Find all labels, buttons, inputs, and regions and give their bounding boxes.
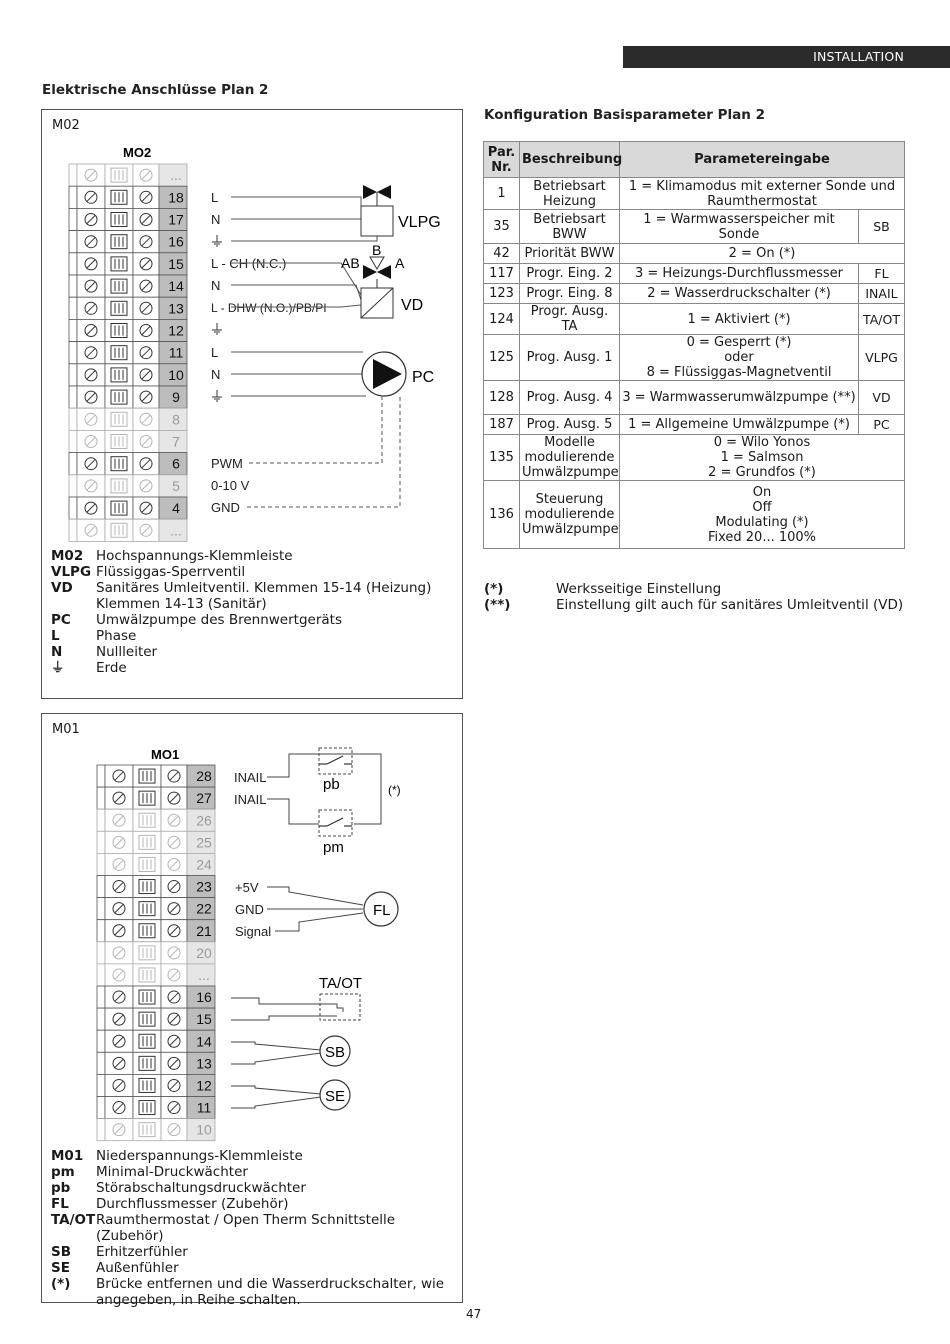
- m02-label-18: L: [211, 190, 219, 205]
- m01-strip-title: MO1: [151, 747, 180, 762]
- m01-terminal-number: 23: [196, 878, 212, 895]
- legend-key: TA/OT: [51, 1212, 96, 1228]
- legend-row: [51, 1260, 461, 1276]
- m01-terminal-10: [97, 1119, 215, 1141]
- m02-terminal-number: 14: [168, 278, 184, 295]
- legend-value: Phase: [96, 628, 137, 644]
- value-cell: On Off Modulating (*) Fixed 20... 100%: [620, 481, 905, 549]
- vd-port-b: B: [372, 242, 382, 258]
- legend-row: [51, 1164, 461, 1180]
- ground-icon: ⏚: [51, 660, 65, 676]
- par-nr-cell: 125: [484, 335, 520, 381]
- m02-label-17: N: [211, 212, 221, 227]
- m02-terminal-9: [69, 386, 187, 408]
- pb-label: pb: [323, 776, 340, 793]
- m01-terminal-27: [97, 787, 215, 809]
- table-row: [484, 304, 905, 335]
- legend-row: [51, 628, 456, 644]
- legend-key: pb: [51, 1180, 71, 1196]
- description-cell: Betriebsart BWW: [520, 210, 620, 244]
- legend-value: Niederspannungs-Klemmleiste: [96, 1148, 303, 1164]
- table-row: [484, 381, 905, 415]
- extension-cell: FL: [859, 264, 905, 284]
- value-cell: 1 = Klimamodus mit externer Sonde und Raumthermostat: [620, 178, 905, 210]
- header-parametereingabe: Parametereingabe: [620, 142, 905, 178]
- par-nr-cell: 1: [484, 178, 520, 210]
- legend-value: Hochspannungs-Klemmleiste: [96, 548, 293, 564]
- m02-terminal-number: 15: [168, 255, 184, 272]
- legend-key: [51, 596, 96, 612]
- table-row: [484, 210, 905, 244]
- m01-label-22: GND: [235, 902, 264, 917]
- m02-terminal-strip: [69, 164, 187, 541]
- fl-label: FL: [373, 902, 391, 919]
- extension-cell: VLPG: [859, 335, 905, 381]
- legend-key: (*): [51, 1276, 71, 1292]
- note-row: [484, 581, 904, 597]
- right-section-title: Konfiguration Basisparameter Plan 2: [484, 107, 765, 123]
- m02-terminal-number: ...: [170, 167, 182, 184]
- m02-terminal-8: [69, 408, 187, 430]
- legend-value: Erhitzerfühler: [96, 1244, 188, 1260]
- m01-terminal-number: 10: [196, 1121, 212, 1138]
- m02-terminal-16: [69, 231, 187, 253]
- m02-terminal-18: [69, 186, 187, 208]
- vlpg-label: VLPG: [398, 214, 441, 231]
- section-banner: INSTALLATION: [623, 46, 950, 68]
- legend-key: L: [51, 628, 60, 644]
- m02-terminal-number: 5: [172, 477, 180, 494]
- m02-label-10: N: [211, 367, 221, 382]
- legend-key: VLPG: [51, 564, 92, 580]
- legend-value: Sanitäres Umleitventil. Klemmen 15-14 (Heizung): [96, 580, 432, 596]
- legend-key: M01: [51, 1148, 84, 1164]
- m02-terminal-10: [69, 364, 187, 386]
- description-cell: Progr. Eing. 8: [520, 284, 620, 304]
- pc-pump-icon: [362, 352, 406, 396]
- pm-switch-icon: [319, 818, 352, 826]
- m01-terminal-number: ...: [198, 966, 210, 983]
- m01-terminal-23: [97, 876, 215, 898]
- legend-value: Brücke entfernen und die Wasserdruckschalter, wie: [96, 1276, 445, 1292]
- description-cell: Progr. Eing. 2: [520, 264, 620, 284]
- m01-label-21: Signal: [235, 924, 272, 939]
- m01-terminal-22: [97, 898, 215, 920]
- table-row: [484, 435, 905, 481]
- m02-terminal-12: [69, 319, 187, 341]
- m01-terminal-number: 13: [196, 1055, 212, 1072]
- m01-terminal-28: [97, 765, 215, 787]
- m02-label-15: L - CH (N.C.): [211, 256, 287, 271]
- extension-cell: SB: [859, 210, 905, 244]
- legend-value: Störabschaltungsdruckwächter: [96, 1180, 306, 1196]
- table-row: [484, 335, 905, 381]
- legend-value: Erde: [96, 660, 127, 676]
- m01-terminal-20: [97, 942, 215, 964]
- par-nr-cell: 117: [484, 264, 520, 284]
- m01-terminal-26: [97, 809, 215, 831]
- m02-label-14: N: [211, 278, 221, 293]
- m01-label-28: INAIL: [234, 770, 267, 785]
- left-section-title: Elektrische Anschlüsse Plan 2: [42, 82, 269, 98]
- m01-terminal-number: 12: [196, 1077, 212, 1094]
- m02-terminal-17: [69, 208, 187, 230]
- vd-label: VD: [401, 297, 424, 314]
- legend-row: [51, 1276, 461, 1292]
- m01-terminal-strip: [97, 765, 215, 1141]
- header-par-nr: Par. Nr.: [484, 142, 520, 178]
- m01-terminal-number: 25: [196, 834, 212, 851]
- m01-terminal-number: 14: [196, 1033, 212, 1050]
- m01-terminal-15: [97, 1008, 215, 1030]
- note-key: (**): [484, 597, 511, 613]
- m02-terminal-number: 8: [172, 411, 180, 428]
- m02-terminal-7: [69, 430, 187, 452]
- m02-terminal-number: 4: [172, 500, 180, 517]
- m02-legend: [51, 548, 456, 676]
- m02-terminal-number: 11: [168, 344, 184, 361]
- legend-row: [51, 660, 456, 676]
- description-cell: Prog. Ausg. 4: [520, 381, 620, 415]
- m01-terminal-number: 11: [196, 1099, 212, 1116]
- m02-label-4: GND: [211, 500, 240, 515]
- m01-terminal-number: 21: [196, 922, 212, 939]
- m02-terminal-number: ...: [170, 522, 182, 539]
- m01-terminal-number: 28: [196, 768, 212, 785]
- legend-value: angegeben, in Reihe schalten.: [96, 1292, 301, 1308]
- legend-row: [51, 580, 456, 596]
- vd-port-ab: AB: [341, 255, 360, 271]
- m02-panel-label: M02: [52, 118, 80, 133]
- legend-key: [51, 1292, 96, 1308]
- par-nr-cell: 42: [484, 244, 520, 264]
- m01-terminal-12: [97, 1074, 215, 1096]
- m02-terminal-dotsdotsdots: [69, 519, 187, 541]
- value-cell: 1 = Warmwasserspeicher mit Sonde: [620, 210, 859, 244]
- pb-switch-icon: [319, 756, 352, 764]
- legend-value: Minimal-Druckwächter: [96, 1164, 248, 1180]
- m02-terminal-13: [69, 297, 187, 319]
- m01-terminal-number: 22: [196, 900, 212, 917]
- legend-row: [51, 1180, 461, 1196]
- m01-terminal-24: [97, 853, 215, 875]
- m02-terminal-number: 17: [168, 211, 184, 228]
- legend-value: Durchflussmesser (Zubehör): [96, 1196, 289, 1212]
- note-row: [484, 597, 904, 613]
- legend-row: [51, 564, 456, 580]
- table-row: [484, 284, 905, 304]
- table-notes: [484, 581, 904, 613]
- m01-terminal-number: 15: [196, 1011, 212, 1028]
- legend-row: [51, 644, 456, 660]
- legend-row: [51, 612, 456, 628]
- legend-row: [51, 1244, 461, 1260]
- pc-label: PC: [412, 369, 435, 386]
- m02-terminal-15: [69, 253, 187, 275]
- legend-key: SB: [51, 1244, 72, 1260]
- m02-terminal-5: [69, 475, 187, 497]
- m02-terminal-4: [69, 497, 187, 519]
- legend-value: Nullleiter: [96, 644, 158, 660]
- bridge-note-marker: (*): [388, 783, 401, 797]
- legend-row: [51, 1196, 461, 1212]
- m02-label-13: L - DHW (N.O.)/PB/PI: [211, 301, 327, 315]
- par-nr-cell: 35: [484, 210, 520, 244]
- legend-value: Raumthermostat / Open Therm Schnittstelle (Zubehör): [96, 1212, 396, 1244]
- table-row: [484, 481, 905, 549]
- legend-row: [51, 596, 456, 612]
- value-cell: 3 = Heizungs-Durchflussmesser: [620, 264, 859, 284]
- m01-terminal-number: 27: [196, 790, 212, 807]
- legend-row: [51, 1292, 461, 1308]
- m02-label-11: L: [211, 345, 219, 360]
- legend-value: Außenfühler: [96, 1260, 179, 1276]
- m02-label-5: 0-10 V: [211, 478, 250, 493]
- legend-key: PC: [51, 612, 71, 628]
- m02-terminal-number: 18: [168, 189, 184, 206]
- m01-terminal-25: [97, 831, 215, 853]
- par-nr-cell: 136: [484, 481, 520, 549]
- header-beschreibung: Beschreibung: [520, 142, 620, 178]
- m01-terminal-16: [97, 986, 215, 1008]
- ground-icon-12: [212, 323, 222, 334]
- parameter-table-wrapper: [483, 141, 905, 549]
- legend-key: M02: [51, 548, 84, 564]
- pm-label: pm: [323, 839, 344, 856]
- m01-panel-label: M01: [52, 722, 80, 737]
- value-cell: 2 = Wasserdruckschalter (*): [620, 284, 859, 304]
- note-value: Einstellung gilt auch für sanitäres Umleitventil (VD): [556, 597, 904, 613]
- m02-terminal-6: [69, 453, 187, 475]
- m01-wiring-diagram: [41, 742, 463, 1147]
- extension-cell: INAIL: [859, 284, 905, 304]
- legend-row: [51, 1148, 461, 1164]
- m02-label-6: PWM: [211, 456, 243, 471]
- extension-cell: PC: [859, 415, 905, 435]
- value-cell: 1 = Aktiviert (*): [620, 304, 859, 335]
- extension-cell: TA/OT: [859, 304, 905, 335]
- m01-terminal-14: [97, 1030, 215, 1052]
- m02-strip-title: MO2: [123, 145, 152, 160]
- m01-terminal-number: 26: [196, 812, 212, 829]
- value-cell: 0 = Gesperrt (*) oder 8 = Flüssiggas-Magnetventil: [620, 335, 859, 381]
- legend-key: SE: [51, 1260, 70, 1276]
- m02-terminal-11: [69, 342, 187, 364]
- m02-terminal-number: 13: [168, 300, 184, 317]
- m01-terminal-13: [97, 1052, 215, 1074]
- value-cell: 3 = Warmwasserumwälzpumpe (**): [620, 381, 859, 415]
- table-header-row: [484, 142, 905, 178]
- m01-legend: [51, 1148, 461, 1308]
- legend-row: [51, 548, 456, 564]
- ground-icon-9: [212, 390, 222, 401]
- m01-label-23: +5V: [235, 880, 259, 895]
- table-body: [484, 178, 905, 549]
- m02-wiring-diagram: [41, 140, 463, 550]
- extension-cell: VD: [859, 381, 905, 415]
- par-nr-cell: 128: [484, 381, 520, 415]
- par-nr-cell: 187: [484, 415, 520, 435]
- m02-terminal-number: 10: [168, 366, 184, 383]
- table-row: [484, 415, 905, 435]
- ground-icon-16: [212, 235, 222, 246]
- m01-terminal-number: 16: [196, 989, 212, 1006]
- note-key: (*): [484, 581, 504, 597]
- m02-terminal-number: 9: [172, 389, 180, 406]
- description-cell: Modelle modulierende Umwälzpumpe: [520, 435, 620, 481]
- m02-terminal-number: 16: [168, 233, 184, 250]
- description-cell: Progr. Ausg. TA: [520, 304, 620, 335]
- vd-valve-icon: [361, 257, 393, 318]
- legend-key: N: [51, 644, 63, 660]
- value-cell: 2 = On (*): [620, 244, 905, 264]
- table-row: [484, 264, 905, 284]
- m01-terminal-number: 20: [196, 944, 212, 961]
- taot-label: TA/OT: [319, 975, 363, 992]
- m02-terminal-number: 12: [168, 322, 184, 339]
- page-number: 47: [466, 1307, 482, 1321]
- m02-terminal-number: 6: [172, 455, 180, 472]
- par-nr-cell: 123: [484, 284, 520, 304]
- m01-label-27: INAIL: [234, 792, 267, 807]
- m01-terminal-21: [97, 920, 215, 942]
- description-cell: Steuerung modulierende Umwälzpumpe: [520, 481, 620, 549]
- legend-key: FL: [51, 1196, 69, 1212]
- legend-value: Umwälzpumpe des Brennwertgeräts: [96, 612, 342, 628]
- description-cell: Priorität BWW: [520, 244, 620, 264]
- m02-terminal-dotsdotsdots: [69, 164, 187, 186]
- sb-label: SB: [325, 1044, 346, 1061]
- table-row: [484, 178, 905, 210]
- m02-terminal-number: 7: [172, 433, 180, 450]
- legend-key: VD: [51, 580, 73, 596]
- description-cell: Prog. Ausg. 1: [520, 335, 620, 381]
- vd-port-a: A: [395, 255, 405, 271]
- par-nr-cell: 124: [484, 304, 520, 335]
- m01-terminal-dotsdotsdots: [97, 964, 215, 986]
- table-row: [484, 244, 905, 264]
- se-label: SE: [325, 1088, 346, 1105]
- m01-terminal-11: [97, 1097, 215, 1119]
- note-value: Werksseitige Einstellung: [556, 581, 722, 597]
- m01-terminal-number: 24: [196, 856, 212, 873]
- description-cell: Prog. Ausg. 5: [520, 415, 620, 435]
- value-cell: 0 = Wilo Yonos 1 = Salmson 2 = Grundfos (*): [620, 435, 905, 481]
- vlpg-valve-icon: [361, 185, 393, 236]
- legend-key: pm: [51, 1164, 75, 1180]
- parameter-table: [483, 141, 905, 549]
- description-cell: Betriebsart Heizung: [520, 178, 620, 210]
- legend-row: [51, 1212, 461, 1244]
- m02-terminal-14: [69, 275, 187, 297]
- par-nr-cell: 135: [484, 435, 520, 481]
- legend-value: Klemmen 14-13 (Sanitär): [96, 596, 267, 612]
- value-cell: 1 = Allgemeine Umwälzpumpe (*): [620, 415, 859, 435]
- legend-value: Flüssiggas-Sperrventil: [96, 564, 246, 580]
